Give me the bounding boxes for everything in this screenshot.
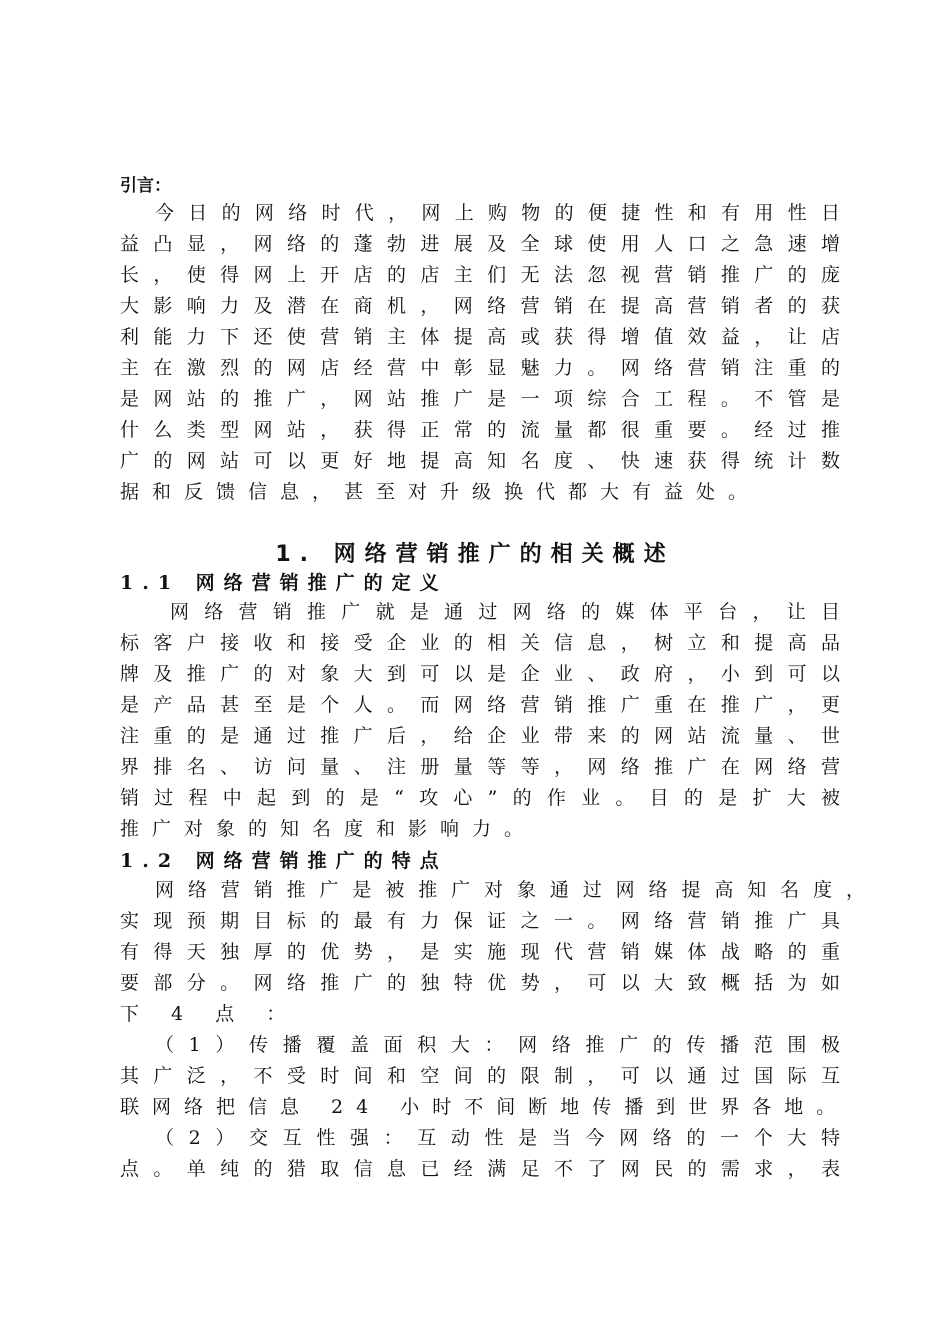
features-line-3: 有得天独厚的优势，是实施现代营销媒体战略的重 — [120, 941, 840, 963]
intro-label: 引言： — [120, 176, 171, 196]
features-line-2: 实现预期目标的最有力保证之一。网络营销推广具 — [120, 910, 840, 932]
section-heading: 1. 网络营销推广的相关概述 — [275, 542, 675, 567]
point-1-line-3: 联网络把信息 24 小时不间断地传播到世界各地。 — [120, 1096, 849, 1118]
point-2-line-2: 点。单纯的猎取信息已经满足不了网民的需求，表 — [120, 1158, 840, 1180]
intro-line-1: 今日的网络时代，网上购物的便捷性和有用性日 — [155, 202, 840, 224]
intro-line-3: 长，使得网上开店的店主们无法忽视营销推广的庞 — [120, 264, 840, 286]
point-2-line-1: （2）交互性强：互动性是当今网络的一个大特 — [155, 1127, 840, 1149]
intro-line-7: 是网站的推广，网站推广是一项综合工程。不管是 — [120, 388, 840, 410]
features-line-1: 网络营销推广是被推广对象通过网络提高知名度， — [155, 879, 865, 901]
point-1-line-1: （1）传播覆盖面积大：网络推广的传播范围极 — [155, 1034, 840, 1056]
intro-line-8: 什么类型网站，获得正常的流量都很重要。经过推 — [120, 419, 840, 441]
definition-line-4: 是产品甚至是个人。而网络营销推广重在推广，更 — [120, 694, 840, 716]
definition-line-6: 界排名、访问量、注册量等等，网络推广在网络营 — [120, 756, 840, 778]
definition-line-2: 标客户接收和接受企业的相关信息，树立和提高品 — [120, 632, 840, 654]
definition-line-8: 推广对象的知名度和影响力。 — [120, 818, 537, 840]
definition-line-7: 销过程中起到的是“攻心”的作业。目的是扩大被 — [120, 787, 840, 809]
definition-line-1: 网络营销推广就是通过网络的媒体平台，让目 — [170, 601, 840, 623]
intro-line-5: 利能力下还使营销主体提高或获得增值效益，让店 — [120, 326, 840, 348]
subsection-heading-1-2: 1.2 网络营销推广的特点 — [120, 850, 448, 872]
definition-line-5: 注重的是通过推广后，给企业带来的网站流量、世 — [120, 725, 840, 747]
intro-line-6: 主在激烈的网店经营中彰显魅力。网络营销注重的 — [120, 357, 840, 379]
intro-line-2: 益凸显，网络的蓬勃进展及全球使用人口之急速增 — [120, 233, 840, 255]
intro-line-4: 大影响力及潜在商机，网络营销在提高营销者的获 — [120, 295, 840, 317]
intro-line-10: 据和反馈信息，甚至对升级换代都大有益处。 — [120, 481, 761, 503]
definition-line-3: 牌及推广的对象大到可以是企业、政府，小到可以 — [120, 663, 840, 685]
intro-line-9: 广的网站可以更好地提高知名度、快速获得统计数 — [120, 450, 840, 472]
features-line-4: 要部分。网络推广的独特优势，可以大致概括为如 — [120, 972, 840, 994]
subsection-heading-1-1: 1.1 网络营销推广的定义 — [120, 572, 448, 594]
point-1-line-2: 其广泛，不受时间和空间的限制，可以通过国际互 — [120, 1065, 840, 1087]
features-line-5: 下 4 点 ： — [120, 1003, 299, 1025]
